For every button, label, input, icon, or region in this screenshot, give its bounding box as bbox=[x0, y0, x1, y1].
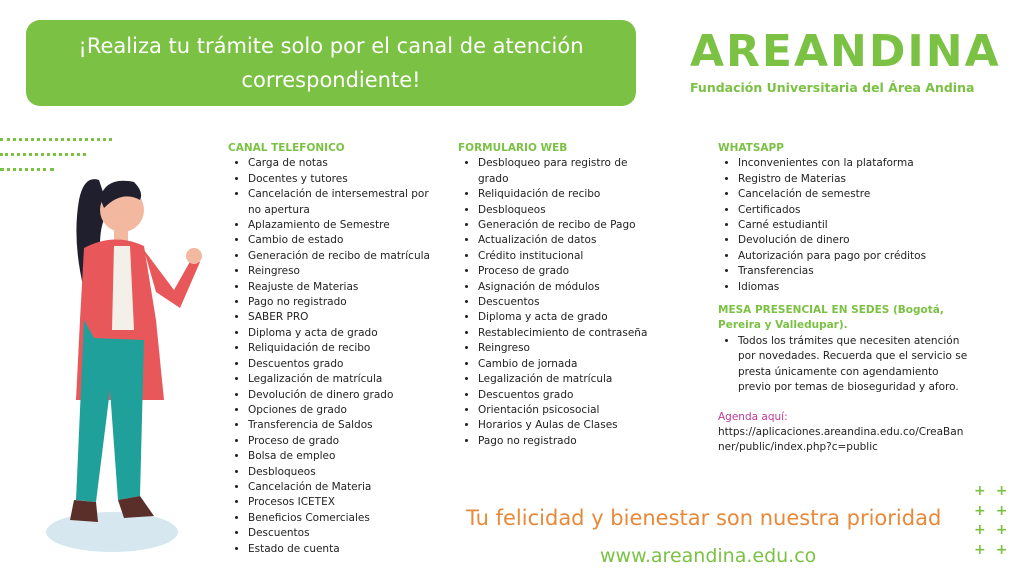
whatsapp-title: WHATSAPP bbox=[718, 142, 784, 154]
list-item: • Docentes y tutores bbox=[248, 172, 438, 187]
mesa-presencial-title: MESA PRESENCIAL EN SEDES (Bogotá, Pereira y Valledupar). bbox=[718, 304, 944, 332]
list-item: • Cambio de jornada bbox=[478, 357, 658, 372]
canal-telefonico-column bbox=[228, 141, 438, 557]
list-item: • SABER PRO bbox=[248, 310, 438, 325]
list-item: • Desbloqueo para registro de grado bbox=[478, 156, 658, 187]
list-item: • Estado de cuenta bbox=[248, 542, 438, 557]
tagline: Tu felicidad y bienestar son nuestra prioridad bbox=[466, 506, 942, 530]
mesa-presencial-list bbox=[718, 334, 968, 396]
list-item: • Todos los trámites que necesiten atención por novedades. Recuerda que el servicio se presta únicamente con agendamiento previo por temas de bioseguridad y aforo. bbox=[738, 334, 968, 396]
list-item: • Descuentos bbox=[248, 526, 438, 541]
agenda-url[interactable]: https://aplicaciones.areandina.edu.co/CreaBanner/public/index.php?c=public bbox=[718, 425, 964, 454]
list-item: • Desbloqueos bbox=[248, 465, 438, 480]
list-item: • Legalización de matrícula bbox=[478, 372, 658, 387]
list-item: • Legalización de matrícula bbox=[248, 372, 438, 387]
list-item: • Reingreso bbox=[478, 341, 658, 356]
list-item: • Reajuste de Materias bbox=[248, 280, 438, 295]
list-item: • Carga de notas bbox=[248, 156, 438, 171]
list-item: • Carné estudiantil bbox=[738, 218, 968, 233]
list-item: • Descuentos grado bbox=[478, 388, 658, 403]
list-item: • Inconvenientes con la plataforma bbox=[738, 156, 968, 171]
list-item: • Asignación de módulos bbox=[478, 280, 658, 295]
header-banner bbox=[26, 20, 636, 106]
banner-line-2: correspondiente! bbox=[241, 68, 421, 92]
areandina-logo bbox=[690, 26, 1001, 95]
list-item: • Generación de recibo de Pago bbox=[478, 218, 658, 233]
formulario-web-list bbox=[458, 156, 658, 449]
formulario-web-title: FORMULARIO WEB bbox=[458, 142, 568, 154]
canal-telefonico-list bbox=[228, 156, 438, 557]
canal-telefonico-title: CANAL TELEFONICO bbox=[228, 142, 345, 154]
list-item: • Transferencia de Saldos bbox=[248, 418, 438, 433]
list-item: • Registro de Materias bbox=[738, 172, 968, 187]
whatsapp-column bbox=[718, 141, 968, 456]
list-item: • Cambio de estado bbox=[248, 233, 438, 248]
list-item: • Cancelación de intersemestral por no apertura bbox=[248, 187, 438, 218]
list-item: • Desbloqueos bbox=[478, 203, 658, 218]
list-item: • Horarios y Aulas de Clases bbox=[478, 418, 658, 433]
logo-subtitle: Fundación Universitaria del Área Andina bbox=[690, 80, 975, 95]
list-item: • Crédito institucional bbox=[478, 249, 658, 264]
list-item: • Actualización de datos bbox=[478, 233, 658, 248]
agenda-label: Agenda aquí: bbox=[718, 410, 788, 423]
list-item: • Diploma y acta de grado bbox=[478, 310, 658, 325]
list-item: • Idiomas bbox=[738, 280, 968, 295]
list-item: • Proceso de grado bbox=[478, 264, 658, 279]
list-item: • Cancelación de semestre bbox=[738, 187, 968, 202]
list-item: • Procesos ICETEX bbox=[248, 495, 438, 510]
formulario-web-column bbox=[458, 141, 658, 449]
list-item: • Bolsa de empleo bbox=[248, 449, 438, 464]
banner-line-1: ¡Realiza tu trámite solo por el canal de atención bbox=[78, 34, 584, 58]
list-item: • Devolución de dinero grado bbox=[248, 388, 438, 403]
website-link[interactable]: www.areandina.edu.co bbox=[600, 545, 817, 567]
list-item: • Diploma y acta de grado bbox=[248, 326, 438, 341]
list-item: • Descuentos grado bbox=[248, 357, 438, 372]
decorative-plus-icons: ++ ++ ++ ++ bbox=[974, 483, 1018, 558]
list-item: • Generación de recibo de matrícula bbox=[248, 249, 438, 264]
list-item: • Aplazamiento de Semestre bbox=[248, 218, 438, 233]
whatsapp-list bbox=[718, 156, 968, 295]
list-item: • Pago no registrado bbox=[248, 295, 438, 310]
logo-wordmark: AREANDINA bbox=[690, 26, 1001, 77]
list-item: • Autorización para pago por créditos bbox=[738, 249, 968, 264]
list-item: • Reliquidación de recibo bbox=[478, 187, 658, 202]
list-item: • Descuentos bbox=[478, 295, 658, 310]
list-item: • Orientación psicosocial bbox=[478, 403, 658, 418]
list-item: • Certificados bbox=[738, 203, 968, 218]
list-item: • Reingreso bbox=[248, 264, 438, 279]
woman-illustration bbox=[44, 170, 214, 560]
list-item: • Reliquidación de recibo bbox=[248, 341, 438, 356]
list-item: • Opciones de grado bbox=[248, 403, 438, 418]
list-item: • Devolución de dinero bbox=[738, 233, 968, 248]
list-item: • Cancelación de Materia bbox=[248, 480, 438, 495]
list-item: • Pago no registrado bbox=[478, 434, 658, 449]
list-item: • Restablecimiento de contraseña bbox=[478, 326, 658, 341]
list-item: • Transferencias bbox=[738, 264, 968, 279]
list-item: • Proceso de grado bbox=[248, 434, 438, 449]
list-item: • Beneficios Comerciales bbox=[248, 511, 438, 526]
